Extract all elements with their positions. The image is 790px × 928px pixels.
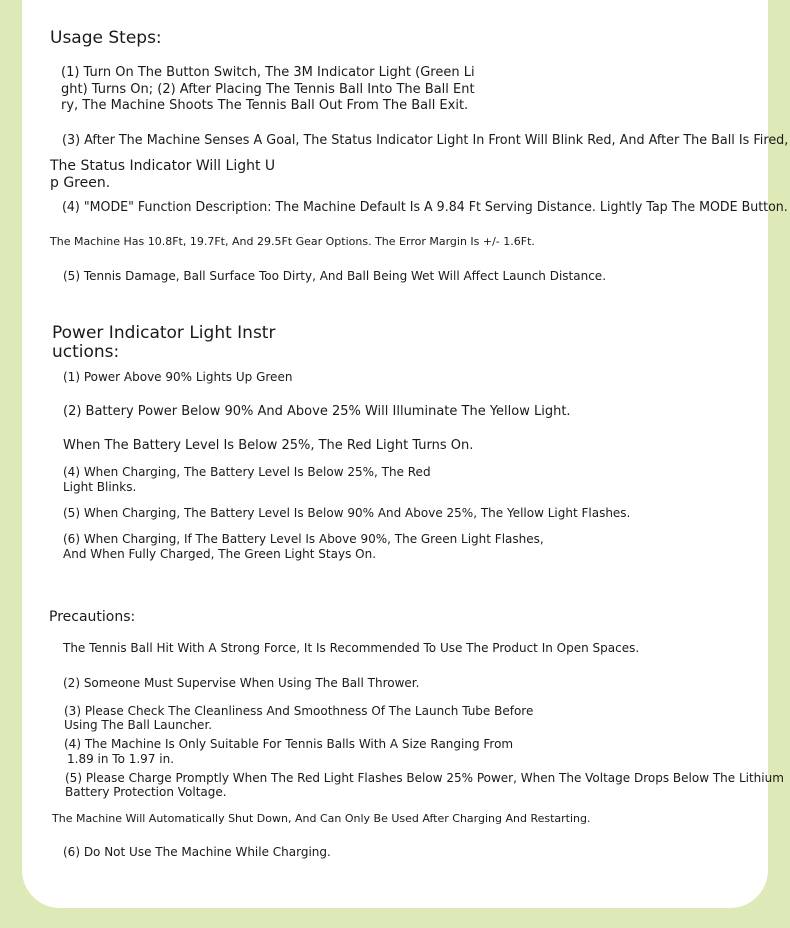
usage-step-4: (4) "MODE" Function Description: The Machine Default Is A 9.84 Ft Serving Distance. Lightly Tap The MODE Button. bbox=[62, 200, 788, 215]
precaution-2: (2) Someone Must Supervise When Using The Ball Thrower. bbox=[63, 676, 420, 690]
power-item-3: When The Battery Level Is Below 25%, The Red Light Turns On. bbox=[63, 438, 474, 453]
usage-step-3-line-2: The Status Indicator Will Light U bbox=[50, 158, 276, 174]
power-heading-line-2: uctions: bbox=[52, 342, 120, 362]
precaution-3-line-2: Using The Ball Launcher. bbox=[64, 718, 213, 732]
precaution-4-line-2: 1.89 in To 1.97 in. bbox=[67, 752, 175, 766]
power-heading-line-1: Power Indicator Light Instr bbox=[52, 323, 276, 343]
usage-step-3-line-3: p Green. bbox=[50, 175, 111, 191]
usage-heading: Usage Steps: bbox=[50, 28, 162, 48]
precaution-6: (6) Do Not Use The Machine While Charging. bbox=[63, 845, 331, 859]
precautions-heading: Precautions: bbox=[49, 609, 136, 625]
precaution-4-line-1: (4) The Machine Is Only Suitable For Tennis Balls With A Size Ranging From bbox=[64, 737, 514, 751]
usage-step-1-line-3: ry, The Machine Shoots The Tennis Ball Out From The Ball Exit. bbox=[61, 98, 469, 113]
usage-step-4-line-2: The Machine Has 10.8Ft, 19.7Ft, And 29.5Ft Gear Options. The Error Margin Is +/- 1.6Ft. bbox=[50, 235, 535, 248]
power-item-4-line-2: Light Blinks. bbox=[63, 480, 137, 494]
usage-step-3: (3) After The Machine Senses A Goal, The Status Indicator Light In Front Will Blink Red, And After The Ball Is Fired, bbox=[62, 133, 789, 148]
precaution-1: The Tennis Ball Hit With A Strong Force, It Is Recommended To Use The Product In Open Spaces. bbox=[63, 641, 640, 655]
precaution-5-line-3: The Machine Will Automatically Shut Down, And Can Only Be Used After Charging And Restarting. bbox=[52, 812, 591, 825]
usage-step-1-line-1: (1) Turn On The Button Switch, The 3M Indicator Light (Green Li bbox=[61, 65, 475, 80]
precaution-3-line-1: (3) Please Check The Cleanliness And Smoothness Of The Launch Tube Before bbox=[64, 704, 534, 718]
power-item-1: (1) Power Above 90% Lights Up Green bbox=[63, 370, 293, 384]
usage-step-5: (5) Tennis Damage, Ball Surface Too Dirty, And Ball Being Wet Will Affect Launch Distance. bbox=[63, 269, 607, 283]
power-item-5: (5) When Charging, The Battery Level Is Below 90% And Above 25%, The Yellow Light Flashes. bbox=[63, 506, 631, 520]
power-item-6-line-2: And When Fully Charged, The Green Light Stays On. bbox=[63, 547, 377, 561]
power-item-4-line-1: (4) When Charging, The Battery Level Is Below 25%, The Red bbox=[63, 465, 431, 479]
precaution-5-line-2: Battery Protection Voltage. bbox=[65, 785, 227, 799]
power-item-6-line-1: (6) When Charging, If The Battery Level Is Above 90%, The Green Light Flashes, bbox=[63, 532, 544, 546]
precaution-5-line-1: (5) Please Charge Promptly When The Red Light Flashes Below 25% Power, When The Voltage Drops Below The Lithium bbox=[65, 771, 784, 785]
usage-step-1-line-2: ght) Turns On; (2) After Placing The Tennis Ball Into The Ball Ent bbox=[61, 82, 475, 97]
power-item-2: (2) Battery Power Below 90% And Above 25% Will Illuminate The Yellow Light. bbox=[63, 404, 571, 419]
